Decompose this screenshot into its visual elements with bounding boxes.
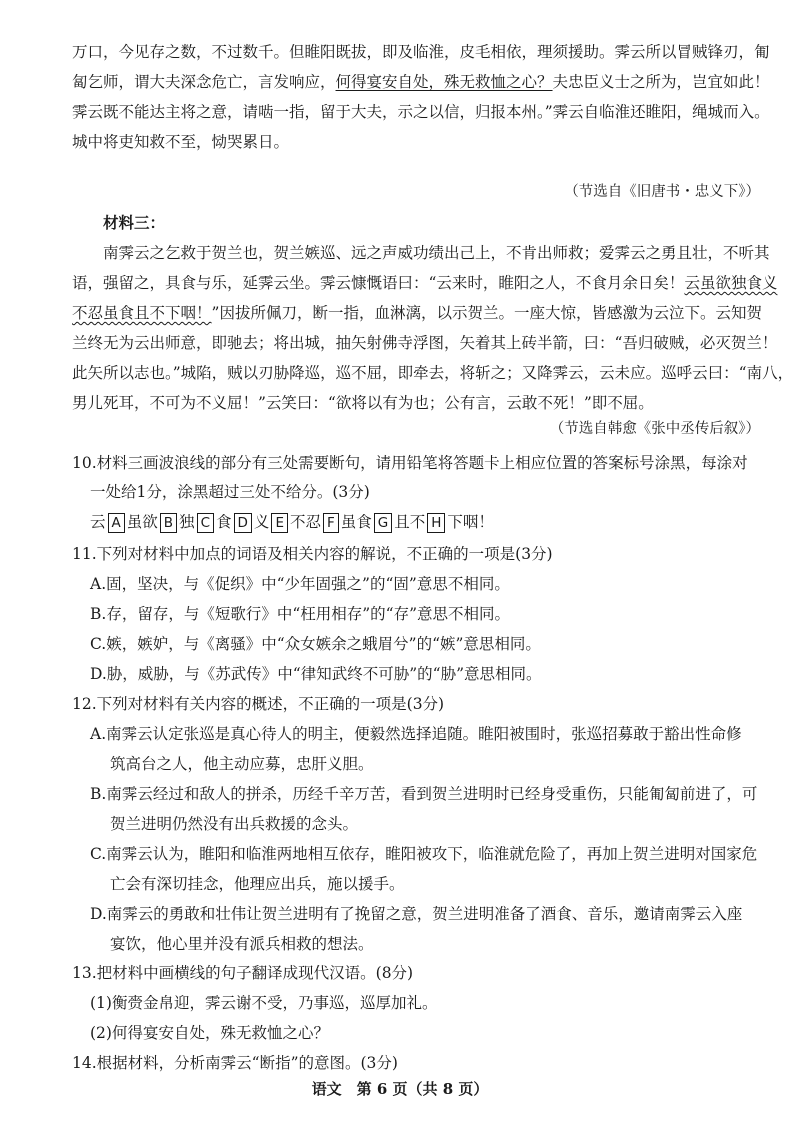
text-segment: 14.根据材料，分析南霁云“断指”的意图。(3分) xyxy=(72,1054,398,1072)
q10-text: 虽食 xyxy=(340,513,372,531)
text-segment: (2)何得宴安自处，殊无救恤之心？ xyxy=(90,1024,329,1042)
text-segment: 筑高台之人，他主动应募，忠肝义胆。 xyxy=(110,755,374,773)
q10-text: 食 xyxy=(216,513,232,531)
text-segment: 13.把材料中画横线的句子翻译成现代汉语。(8分) xyxy=(72,964,414,982)
wavy-underlined-text: 云虽欲独食义 xyxy=(684,274,778,292)
text-segment: D.南霁云的勇敢和壮伟让贺兰进明有了挽留之意，贺兰进明准备了酒食、音乐，邀请南霁云入座 xyxy=(90,905,743,923)
q12-option-b xyxy=(90,783,760,805)
q10-box-b: B xyxy=(160,513,177,533)
q10-box-g: G xyxy=(374,513,392,533)
text-segment: 亡会有深切挂念，他理应出兵，施以援手。 xyxy=(110,875,405,893)
text-segment: 此矢所以志也。”城陷，贼以刃胁降巡，巡不屈，即牵去，将斩之；又降霁云，云未应。巡呼云曰：“南八， xyxy=(72,364,794,382)
q10-text: 虽欲 xyxy=(126,513,158,531)
text-line xyxy=(72,392,760,414)
text-line xyxy=(72,332,778,354)
text-line xyxy=(72,302,760,324)
q12-option-a xyxy=(90,723,760,745)
wavy-underlined-text: 不忍虽食且不下咽！ xyxy=(72,304,212,322)
text-line xyxy=(72,131,760,153)
text-segment: ”因拔所佩刀，断一指，血淋漓，以示贺兰。一座大惊，皆感激为云泣下。云知贺 xyxy=(211,304,762,322)
text-segment: 宴饮，他心里并没有派兵相救的想法。 xyxy=(110,935,374,953)
text-line xyxy=(72,41,770,63)
q10-text: 且不 xyxy=(394,513,426,531)
source-citation: （节选自韩愈《张中丞传后叙》） xyxy=(549,421,760,437)
text-segment: A.固，坚决，与《促织》中“少年固强之”的“固”意思不相同。 xyxy=(90,575,510,593)
q12-option-a-cont xyxy=(110,753,760,775)
text-segment: 霁云既不能达主将之意，请啮一指，留于大夫，示之以信，归报本州。”霁云自临淮还睢阳，绳城而入。 xyxy=(72,103,770,121)
text-segment: D.胁，威胁，与《苏武传》中“律知武终不可胁”的“胁”意思相同。 xyxy=(90,665,542,683)
text-segment: C.南霁云认为，睢阳和临淮两地相互依存，睢阳被攻下，临淮就危险了，再加上贺兰进明对国家危 xyxy=(90,845,758,863)
text-segment: 夫忠臣义士之所为，岂宜如此！ xyxy=(552,73,770,91)
q10-text: 云 xyxy=(90,513,106,531)
text-line xyxy=(103,242,770,264)
q10-text: 独 xyxy=(179,513,195,531)
q10-box-d: D xyxy=(234,513,252,533)
text-segment: 南霁云之乞救于贺兰也，贺兰嫉巡、远之声威功绩出己上，不肯出师救；爱霁云之勇且壮，不听其 xyxy=(103,244,770,262)
material-heading: 材料三： xyxy=(103,213,166,232)
q12-option-c-cont xyxy=(110,873,760,895)
text-segment: 城中将吏知救不至，恸哭累日。 xyxy=(72,133,290,151)
q12-option-d-cont xyxy=(110,933,760,955)
q10-box-f: F xyxy=(323,513,339,533)
underlined-text: 何得宴安自处，殊无救恤之心？ xyxy=(335,73,553,91)
text-segment: 10.材料三画波浪线的部分有三处需要断句，请用铅笔将答题卡上相应位置的答案标号涂黑，每涂对 xyxy=(72,454,748,472)
q13-item-2 xyxy=(90,1022,760,1044)
q10-options xyxy=(90,511,760,533)
text-line xyxy=(72,71,770,93)
text-line xyxy=(72,362,794,384)
text-segment: (1)衡赍金帛迎，霁云谢不受，乃事巡，巡厚加礼。 xyxy=(90,994,438,1012)
text-segment: 兰终无为云出师意，即驰去；将出城，抽矢射佛寺浮图，矢着其上砖半箭，曰：“吾归破贼，必灭贺兰！ xyxy=(72,334,778,352)
source-citation: （节选自《旧唐书・忠义下》） xyxy=(564,184,760,200)
q10-box-h: H xyxy=(427,513,445,533)
text-segment: 11.下列对材料中加点的词语及相关内容的解说，不正确的一项是(3分) xyxy=(72,545,553,563)
q10-box-a: A xyxy=(108,513,125,533)
text-segment: 男儿死耳，不可为不义屈！”云笑曰：“欲将以有为也；公有言，云敢不死！”即不屈。 xyxy=(72,394,654,412)
q11-option-d xyxy=(90,663,760,685)
q11-option-c xyxy=(90,633,760,655)
question-10 xyxy=(72,452,760,474)
q10-text: 义 xyxy=(253,513,270,531)
text-segment: 匐乞师，谓大夫深念危亡，言发响应， xyxy=(72,73,336,91)
text-segment: 语，强留之，具食与乐，延霁云坐。霁云慷慨语曰：“云来时，睢阳之人，不食月余日矣！ xyxy=(72,274,685,292)
q11-option-b xyxy=(90,603,760,625)
q10-text: 下咽！ xyxy=(447,513,494,531)
q12-option-c xyxy=(90,843,760,865)
q12-option-b-cont xyxy=(110,813,760,835)
question-14 xyxy=(72,1052,760,1074)
text-segment: 一处给1分，涂黑超过三处不给分。(3分) xyxy=(90,483,370,501)
q10-box-e: E xyxy=(271,513,288,533)
question-10-cont xyxy=(90,481,760,503)
text-line xyxy=(72,101,770,123)
question-13 xyxy=(72,962,760,984)
q12-option-d xyxy=(90,903,760,925)
page-footer: 语文 第 6 页（共 8 页） xyxy=(311,1080,489,1098)
text-segment: B.南霁云经过和敌人的拼杀，历经千辛万苦，看到贺兰进明时已经身受重伤，只能匍匐前进了，可 xyxy=(90,785,758,803)
q11-option-a xyxy=(90,573,760,595)
text-segment: B.存，留存，与《短歌行》中“枉用相存”的“存”意思不相同。 xyxy=(90,605,511,623)
text-line xyxy=(72,272,778,294)
q10-box-c: C xyxy=(197,513,214,533)
q13-item-1 xyxy=(90,992,760,1014)
q10-text: 不忍 xyxy=(289,513,321,531)
text-segment: C.嫉，嫉妒，与《离骚》中“众女嫉余之蛾眉兮”的“嫉”意思相同。 xyxy=(90,635,541,653)
text-segment: A.南霁云认定张巡是真心待人的明主，便毅然选择追随。睢阳被围时，张巡招募敢于豁出性命修 xyxy=(90,725,742,743)
question-11 xyxy=(72,543,760,565)
text-segment: 万口，今见存之数，不过数千。但睢阳既拔，即及临淮，皮毛相依，理须援助。霁云所以冒贼锋刃，匍 xyxy=(72,43,770,61)
question-12 xyxy=(72,693,760,715)
text-segment: 贺兰进明仍然没有出兵救援的念头。 xyxy=(110,815,359,833)
text-segment: 12.下列对材料有关内容的概述，不正确的一项是(3分) xyxy=(72,695,445,713)
